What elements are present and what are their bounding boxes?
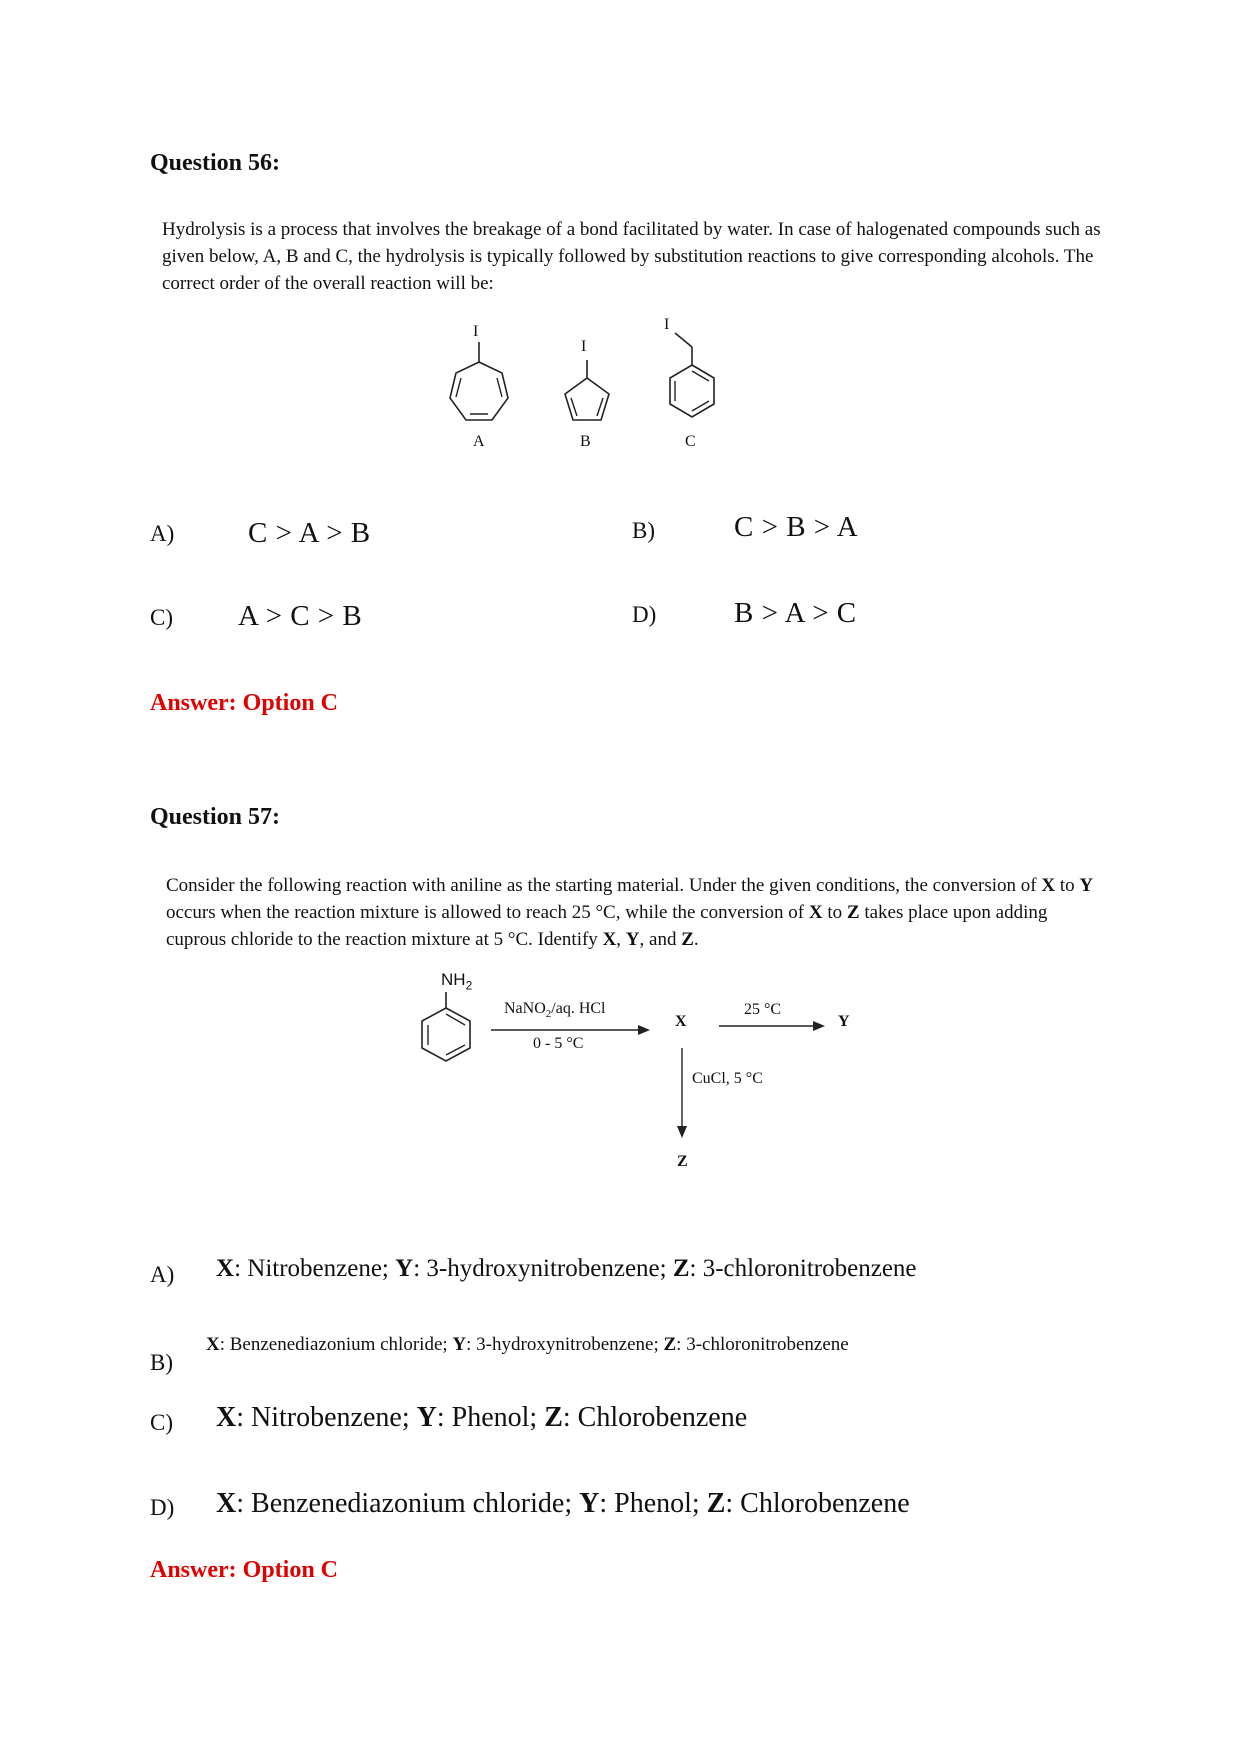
q57-option-b-text: X: Benzenediazonium chloride; Y: 3-hydroxynitrobenzene; Z: 3-chloronitrobenzene: [206, 1334, 849, 1355]
q57-option-c-label: C): [150, 1410, 173, 1435]
reagent-3: CuCl, 5 °C: [692, 1070, 763, 1087]
product-x: X: [675, 1013, 687, 1030]
q56-option-c-label: C): [150, 605, 173, 630]
q57-option-a-label: A): [150, 1262, 175, 1287]
product-y: Y: [838, 1013, 850, 1030]
q56-stem: Hydrolysis is a process that involves the breakage of a bond facilitated by water. In case of halogenated compounds such as given below, A, B and C, the hydrolysis is typically followed by substitution reactions to give corresponding alcohols. The correct order of the overall reaction will be:: [162, 219, 1101, 294]
q56-option-d-label: D): [632, 602, 657, 627]
structure-a-iodine: I: [473, 323, 479, 340]
q57-option-a-text: X: Nitrobenzene; Y: 3-hydroxynitrobenzene; Z: 3-chloronitrobenzene: [216, 1255, 917, 1282]
q57-answer: Answer: Option C: [150, 1557, 339, 1583]
q56-option-d-text: B > A > C: [734, 597, 857, 629]
structure-b-iodine: I: [581, 338, 587, 355]
q57-option-c-text: X: Nitrobenzene; Y: Phenol; Z: Chlorobenzene: [216, 1402, 748, 1433]
q57-option-b-label: B): [150, 1350, 173, 1375]
aniline-nh2: $NH_2$: [441, 970, 473, 993]
q56-option-a-text: C > A > B: [248, 517, 371, 549]
structure-a-label: A: [473, 433, 485, 450]
q57-option-d-text: X: Benzenediazonium chloride; Y: Phenol; Z: Chlorobenzene: [216, 1488, 910, 1519]
condition-1: 0 - 5 °C: [533, 1035, 584, 1052]
q56-title: Question 56:: [150, 150, 281, 176]
product-z: Z: [677, 1153, 688, 1170]
structure-b-label: B: [580, 433, 591, 450]
condition-2: 25 °C: [744, 1001, 782, 1018]
q56-option-b-label: B): [632, 518, 655, 543]
q56-option-c-text: A > C > B: [238, 600, 363, 632]
q57-option-d-label: D): [150, 1495, 175, 1520]
structure-c-iodine: I: [664, 316, 670, 333]
q57-title: Question 57:: [150, 804, 281, 830]
arrow-3: [0, 0, 1, 1]
q56-option-a-label: A): [150, 521, 175, 546]
q56-answer: Answer: Option C: [150, 690, 339, 716]
q56-option-b-text: C > B > A: [734, 511, 859, 543]
reagent-1: NaNO$_2$/aq. HCl: [504, 1000, 606, 1021]
q57-stem: Consider the following reaction with aniline as the starting material. Under the given conditions, the conversion of X to Y occurs when the reaction mixture is allowed to reach 25 °C, while the conversion of X to Z takes place upon adding cuprous chloride to the reaction mixture at 5 °C. Identify X, Y, and Z.: [166, 875, 1094, 950]
structure-c-label: C: [685, 433, 696, 450]
